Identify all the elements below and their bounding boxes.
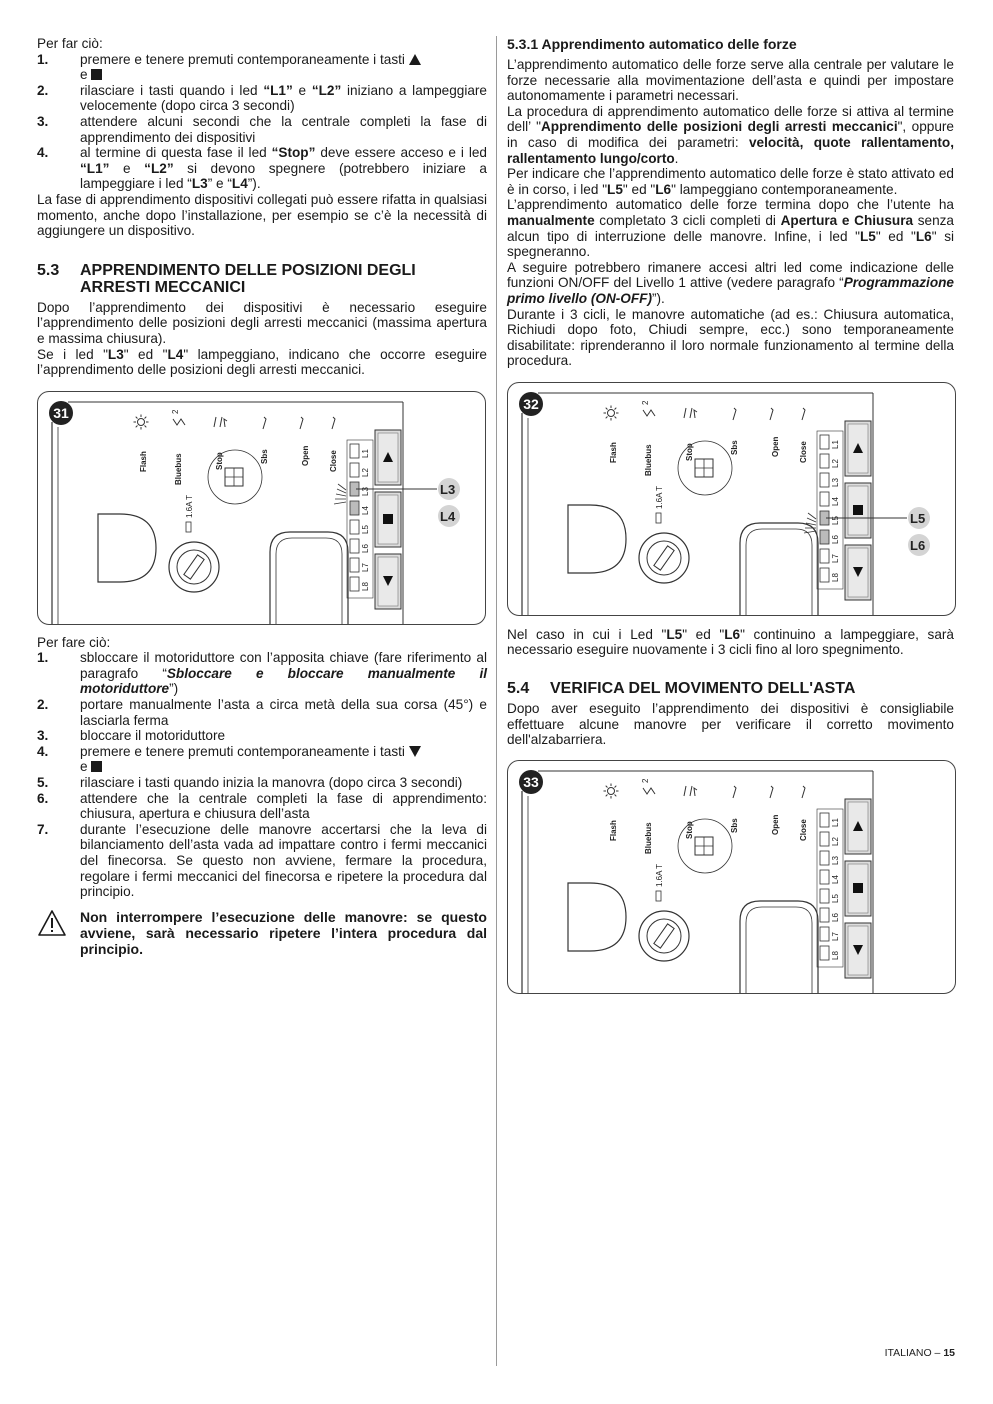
led-label-3: L3 [361,486,370,496]
page-number: 15 [943,1347,955,1359]
stop-arrows-icon [684,786,697,796]
paragraph: La fase di apprendimento dispositivi collegati può essere rifatta in qualsiasi momento, anche dopo l’installazione, per esempio se c’è la necessità di aggiungere un dispositivo. [37,191,487,239]
key-knob-inner [647,541,681,575]
key-knob-inner [177,550,211,584]
step-number: 4. [37,145,49,161]
sun-core [138,418,145,425]
callout-label: L6 [910,537,926,553]
flash-label: Flash [609,441,618,463]
sun-ray [606,408,608,410]
close-label: Close [799,441,808,463]
sbs-label: Sbs [730,440,739,455]
led-label: L6 [655,181,672,197]
led-2 [350,463,359,477]
stop-label: Stop [215,451,224,470]
close-label: Close [799,819,808,841]
sun-ray [615,786,617,788]
open-label: Open [301,445,310,466]
bluebus-wave-icon [643,410,655,416]
sun-core [608,409,615,416]
step-number: 3. [37,728,49,744]
step-text: rilasciare i tasti quando inizia la manovra (dopo circa 3 secondi) [80,775,463,791]
control-panel-diagram [508,383,955,615]
step-text: e [109,160,145,176]
led-label-8: L8 [831,572,840,582]
stop-arrows-icon [214,417,227,427]
arch-outline [740,901,818,993]
footer-language: ITALIANO – [884,1347,941,1359]
sun-ray [136,416,138,418]
step-number: 6. [37,790,49,806]
fuse-icon [656,891,661,901]
paragraph: Se i led "L3" ed "L4" lampeggiano, indicano che occorre eseguire l’apprendimento delle posizioni degli arresti meccanici. [37,346,487,378]
led-label-6: L6 [831,912,840,922]
led-7 [820,927,829,941]
step-text: durante l’esecuzione delle manovre accertarsi che la leva di bilanciamento dell’asta vada ad impattare contro i fermi meccanici del finecorsa. Se questo non avviene, fermare la procedura, regolare i fermi meccanici del finecorsa e ripetere la procedura dal principio. [80,821,487,900]
blink-ray [337,489,346,493]
stop-square-icon [91,69,102,80]
close-contact-icon [802,786,805,798]
step-number: 4. [37,743,49,759]
arch-inner [276,538,342,624]
step-number: 2. [37,82,49,98]
sun-ray [606,794,608,796]
callout-label: L3 [440,481,456,497]
stop-square-icon [383,514,393,524]
bluebus-label: Bluebus [644,444,653,476]
led-label-2: L2 [831,458,840,468]
close-contact-icon [332,417,335,429]
list-item [37,145,487,192]
led-label: L5 [607,181,623,197]
key-slot [654,546,674,570]
right-column [507,36,954,994]
list-item [37,83,487,114]
stop-label: Stop [685,821,694,839]
flash-label: Flash [609,819,618,841]
led-7 [820,549,829,563]
fuse-icon [656,513,661,523]
bluebus-wave-icon [173,419,185,425]
led-4 [350,501,359,515]
led-label-4: L4 [831,874,840,884]
led-label-5: L5 [831,893,840,903]
step-text: e [80,67,92,83]
step-text: e [292,82,312,98]
paragraph: Nel caso in cui i Led "L5" ed "L6" continuino a lampeggiare, sarà necessario eseguire nuovamente i 3 cicli fino al loro spegnimento. [507,626,954,658]
led-label: L4 [167,346,184,362]
step-number: 5. [37,775,49,791]
led-label-5: L5 [361,524,370,534]
led-5 [350,520,359,534]
steps-list-1 [37,52,487,192]
paragraph: Dopo aver eseguito l’apprendimento dei dispositivi è consigliabile effettuare alcune manovre per verificare il corretto movimento dell'alzabarriera. [507,701,954,748]
flash-label: Flash [139,450,148,472]
step-text: deve essere acceso e i led [315,145,487,161]
open-contact-icon [770,786,773,798]
list-item [37,728,487,744]
step-text: rilasciare i tasti quando i led [80,82,264,98]
led-label-7: L7 [361,562,370,572]
led-label-4: L4 [831,496,840,506]
page-footer [885,1347,955,1359]
step-text: iniziano a lampeggiare velocemente (dopo circa 3 secondi) [80,82,487,114]
stop-square-icon [853,505,863,515]
led-label: L4 [231,176,248,192]
sbs-contact-icon [263,417,266,429]
led-label: “L2” [144,160,174,176]
led-label-7: L7 [831,931,840,941]
led-label: L5 [859,228,876,244]
led-label-3: L3 [831,477,840,487]
arch-inner [746,529,812,615]
led-4 [820,870,829,884]
flash-sun-icon [604,405,619,420]
led-1 [820,435,829,449]
led-label-8: L8 [361,581,370,591]
step-text: ”). [247,176,261,192]
intro-text: Per fare ciò: [37,634,111,650]
step-text: al termine di questa fase il led [80,145,272,161]
led-label: “L1” [80,160,110,176]
paragraph-reference: Programmazione primo livello (ON-OFF) [507,275,954,306]
section-heading: 5.4 VERIFICA DEL MOVIMENTO DELL'ASTA [507,680,856,698]
led-5 [820,889,829,903]
sbs-contact-icon [733,786,736,798]
step-text: attendere alcuni secondi che la centrale completi la fase di apprendimento dei dispositivi [80,113,487,145]
list-item [37,52,487,83]
step-number: 1. [37,650,49,666]
led-label-1: L1 [361,448,370,458]
list-item [37,791,487,822]
led-3 [820,851,829,865]
led-label: L6 [724,626,741,642]
led-label: L3 [107,346,124,362]
sun-ray [615,416,617,418]
led-6 [350,539,359,553]
section-heading: 5.3 APPRENDIMENTO DELLE POSIZIONI DEGLI ARRESTI MECCANICI [37,261,416,296]
figure-number-badge: 32 [519,392,543,416]
figure-number-badge: 33 [519,770,543,794]
sun-ray [145,416,147,418]
led-label-3: L3 [831,855,840,865]
flash-sun-icon [134,414,149,429]
connector-shape [98,514,156,582]
sbs-label: Sbs [730,818,739,833]
arch-outline [740,523,818,615]
step-text: portare manualmente l’asta a circa metà della sua corsa (45°) e lasciarla ferma [80,697,487,728]
fuse-icon [186,522,191,532]
led-8 [820,568,829,582]
led-7 [350,558,359,572]
step-text: attendere che la centrale completi la fase di apprendimento: chiusura, apertura e chiusura dell’asta [80,790,487,822]
led-3 [820,473,829,487]
led-label-1: L1 [831,439,840,449]
blink-ray [807,518,816,522]
warning-note [37,909,487,957]
paragraph: L’apprendimento automatico delle forze termina dopo che l’utente ha manualmente completato 3 cicli completi di Apertura e Chiusura senza alcun tipo di interruzione delle manovre. Infine, i led "L5" ed "L6" si spegneranno. [507,197,955,260]
sun-ray [145,425,147,427]
list-item [37,114,487,145]
paragraph-reference: Sbloccare e bloccare manualmente il motoriduttore [80,665,488,697]
sun-ray [606,786,608,788]
sun-ray [606,416,608,418]
control-panel-diagram [508,761,955,993]
figure-33 [507,760,956,994]
led-6 [820,530,829,544]
step-number: 3. [37,113,49,129]
led-6 [820,908,829,922]
step-number: 1. [37,51,49,67]
led-label-1: L1 [831,817,840,827]
figure-32 [507,382,956,616]
stop-square-icon [853,883,863,893]
bluebus-label: Bluebus [174,453,183,485]
led-8 [350,577,359,591]
fuse-label: 1.6A T [185,494,194,518]
list-item [37,775,487,791]
step-number: 2. [37,697,49,713]
blink-ray [808,513,816,519]
arch-outline [270,532,348,624]
open-contact-icon [300,417,303,429]
stop-label: Stop [685,443,694,461]
led-label-4: L4 [361,505,370,515]
list-item: 4. premere e tenere premuti contemporaneamente i tasti e [37,744,487,775]
led-label: L3 [191,176,208,192]
paragraph: La procedura di apprendimento automatico delle forze si attiva al termine dell’ "Apprendimento delle posizioni degli arresti meccanici", oppure in caso di modifica dei parametri: velocità, quote rallentamento, rallentamento lungo/corto. [507,103,954,166]
sbs-label: Sbs [260,449,269,464]
bluebus-two-label: 2 [171,409,180,414]
column-divider [496,36,497,1366]
led-label: L6 [915,228,932,244]
close-contact-icon [802,408,805,420]
led-label-7: L7 [831,553,840,563]
stop-arrows-icon [684,408,697,418]
step-text: bloccare il motoriduttore [80,728,226,744]
figure-31 [37,391,486,625]
sun-ray [615,408,617,410]
led-label-5: L5 [831,515,840,525]
bluebus-two-label: 2 [641,400,650,405]
callout-label: L4 [440,508,456,524]
warning-triangle-icon [37,909,67,937]
key-slot [654,924,674,948]
open-label: Open [771,436,780,457]
flash-sun-icon [604,783,619,798]
list-item: 1. sbloccare il motoriduttore con l’apposita chiave (fare riferimento al paragrafo “Sbloccare e bloccare manualmente il motoriduttore”) [37,650,488,697]
led-label-2: L2 [361,467,370,477]
left-column [37,36,487,957]
list-item [37,697,487,728]
blink-ray [334,502,346,504]
blink-ray [338,484,346,490]
led-label: L5 [666,626,683,642]
up-arrow-icon [409,54,421,65]
open-label: Open [771,814,780,835]
led-label: “L2” [311,82,342,98]
control-panel-diagram [38,392,485,624]
step-number: 7. [37,821,49,837]
steps-list-2 [37,650,487,900]
led-8 [820,946,829,960]
led-label-6: L6 [831,534,840,544]
bluebus-two-label: 2 [641,778,650,783]
blink-ray [336,494,346,496]
step-text: premere e tenere premuti contemporaneamente i tasti [80,51,409,67]
led-1 [820,813,829,827]
bluebus-wave-icon [643,788,655,794]
paragraph: Per indicare che l’apprendimento automatico delle forze è stato attivato ed è in corso, i led "L5" ed "L6" lampeggiano contemporaneamente. [507,166,954,197]
led-label-2: L2 [831,836,840,846]
paragraph: Dopo l’apprendimento dei dispositivi è necessario eseguire l’apprendimento delle posizioni degli arresti meccanici (massima apertura e massima chiusura). [37,299,487,346]
fuse-label: 1.6A T [655,863,664,887]
led-label-8: L8 [831,950,840,960]
list-item [37,822,487,900]
sun-core [608,787,615,794]
open-contact-icon [770,408,773,420]
led-label: “L1” [263,82,293,98]
led-label-6: L6 [361,543,370,553]
key-knob-inner [647,919,681,953]
paragraph: Durante i 3 cicli, le manovre automatiche (ad es.: Chiusura automatica, Richiudi dopo foto, Chiudi sempre, ecc.) sono temporaneamente disabilitate: riprenderanno il loro normale funzionamento al termine della procedura. [507,306,954,369]
fuse-label: 1.6A T [655,485,664,509]
led-4 [820,492,829,506]
key-slot [184,555,204,579]
figure-number-badge: 31 [49,401,73,425]
step-text: ” e “ [207,176,232,192]
led-2 [820,454,829,468]
sun-ray [136,425,138,427]
stop-square-icon [91,761,102,772]
subsection-heading: 5.3.1 Apprendimento automatico delle forze [507,36,797,52]
paragraph: L’apprendimento automatico delle forze serve alla centrale per valutare le forze necessarie alla movimentazione dell’asta e quindi per impostare autonomamente i parametri necessari. [507,57,954,104]
sbs-contact-icon [733,408,736,420]
warning-text: Non interrompere l’esecuzione delle manovre: se questo avviene, sarà necessario ripetere l’intera procedura dal principio. [80,908,487,957]
down-arrow-icon [409,746,421,757]
sun-ray [615,794,617,796]
bluebus-label: Bluebus [644,822,653,854]
step-text: si devono spegnere (potrebbero iniziare a lampeggiare i led “ [80,160,487,192]
led-2 [820,832,829,846]
paragraph: A seguire potrebbero rimanere accesi altri led come indicazione delle funzioni ON/OFF del Livello 1 attive (vedere paragrafo “Programmazione primo livello (ON-OFF)”). [507,259,954,306]
close-label: Close [329,449,338,472]
led-1 [350,444,359,458]
connector-shape [568,883,626,951]
intro-text: Per far ciò: [37,36,103,51]
led-label: “Stop” [271,145,316,161]
arch-inner [746,907,812,993]
connector-shape [568,505,626,573]
callout-label: L5 [910,510,926,526]
